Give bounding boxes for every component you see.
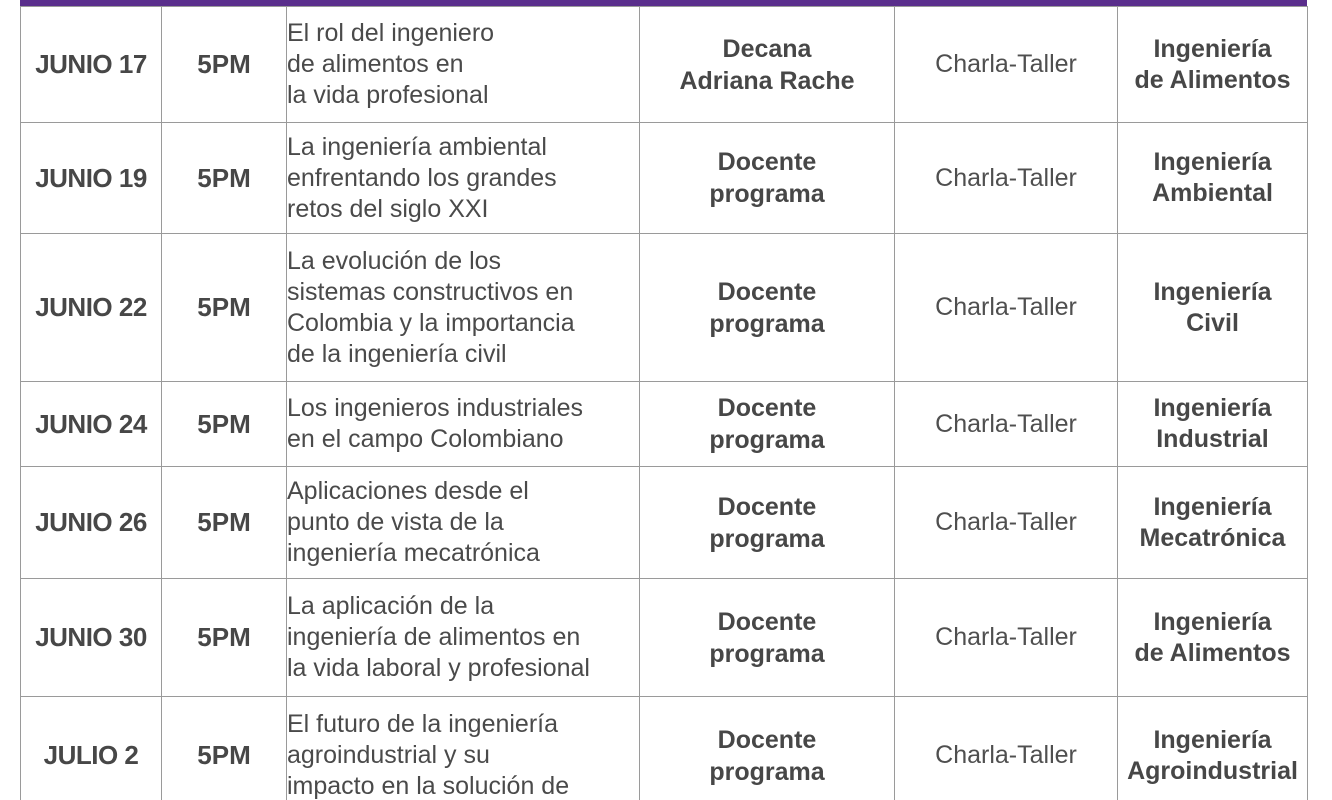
event-topic: La evolución de los sistemas constructivos en Colombia y la importancia de la ingeniería civil [287, 234, 640, 382]
event-topic: Aplicaciones desde el punto de vista de la ingeniería mecatrónica [287, 467, 640, 579]
events-schedule-table [20, 6, 1308, 800]
event-date: JUNIO 24 [21, 382, 162, 467]
event-topic: La ingeniería ambiental enfrentando los grandes retos del siglo XXI [287, 123, 640, 234]
table-row [21, 7, 1308, 123]
table-row [21, 579, 1308, 697]
event-program: Ingeniería Mecatrónica [1118, 467, 1308, 579]
table-row [21, 467, 1308, 579]
event-program: Ingeniería Industrial [1118, 382, 1308, 467]
event-type: Charla-Taller [895, 234, 1118, 382]
event-program: Ingeniería Agroindustrial [1118, 697, 1308, 800]
event-time: 5PM [162, 234, 287, 382]
event-speaker: Docente programa [640, 382, 895, 467]
schedule-rows [21, 7, 1308, 800]
event-topic: El rol del ingeniero de alimentos en la vida profesional [287, 7, 640, 123]
event-topic: La aplicación de la ingeniería de alimentos en la vida laboral y profesional [287, 579, 640, 697]
event-time: 5PM [162, 579, 287, 697]
event-program: Ingeniería de Alimentos [1118, 579, 1308, 697]
table-row [21, 123, 1308, 234]
event-topic: Los ingenieros industriales en el campo Colombiano [287, 382, 640, 467]
event-speaker: Docente programa [640, 234, 895, 382]
table-row [21, 697, 1308, 800]
event-date: JULIO 2 [21, 697, 162, 800]
event-type: Charla-Taller [895, 123, 1118, 234]
event-program: Ingeniería Civil [1118, 234, 1308, 382]
table-row [21, 382, 1308, 467]
table-row [21, 234, 1308, 382]
event-type: Charla-Taller [895, 467, 1118, 579]
event-date: JUNIO 26 [21, 467, 162, 579]
event-date: JUNIO 19 [21, 123, 162, 234]
event-type: Charla-Taller [895, 382, 1118, 467]
event-topic: El futuro de la ingeniería agroindustrial y su impacto en la solución de [287, 697, 640, 800]
event-time: 5PM [162, 382, 287, 467]
event-speaker: Decana Adriana Rache [640, 7, 895, 123]
event-time: 5PM [162, 467, 287, 579]
event-type: Charla-Taller [895, 579, 1118, 697]
event-speaker: Docente programa [640, 579, 895, 697]
event-time: 5PM [162, 697, 287, 800]
event-speaker: Docente programa [640, 123, 895, 234]
event-date: JUNIO 30 [21, 579, 162, 697]
event-time: 5PM [162, 123, 287, 234]
event-program: Ingeniería de Alimentos [1118, 7, 1308, 123]
event-speaker: Docente programa [640, 697, 895, 800]
event-speaker: Docente programa [640, 467, 895, 579]
event-date: JUNIO 22 [21, 234, 162, 382]
event-date: JUNIO 17 [21, 7, 162, 123]
event-time: 5PM [162, 7, 287, 123]
event-program: Ingeniería Ambiental [1118, 123, 1308, 234]
event-type: Charla-Taller [895, 697, 1118, 800]
event-type: Charla-Taller [895, 7, 1118, 123]
